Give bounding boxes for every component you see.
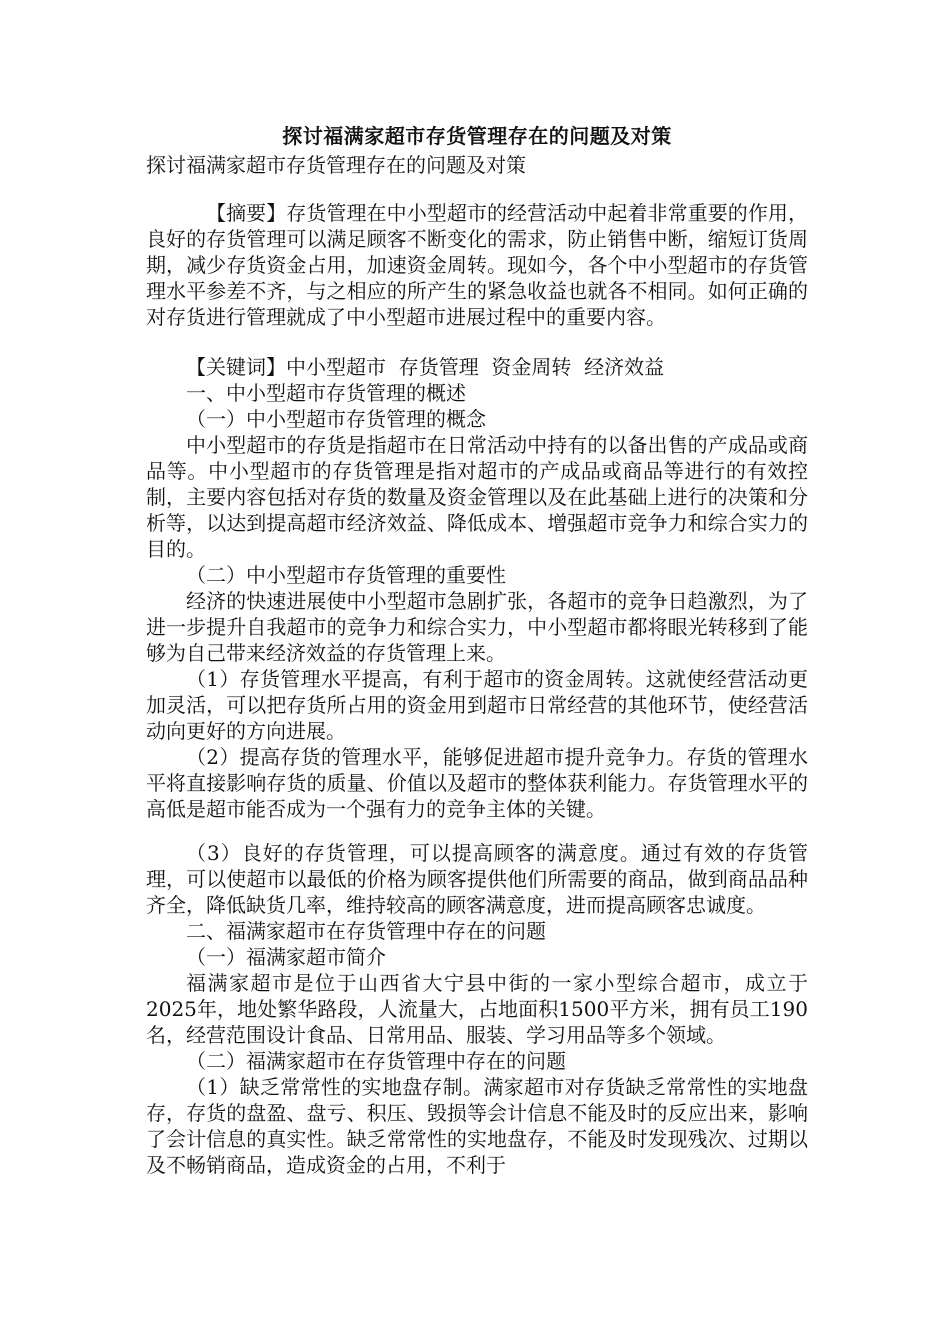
body-paragraph-2-1: 福满家超市是位于山西省大宁县中街的一家小型综合超市，成立于2025年，地处繁华路段，人流量大，占地面积1500平方米，拥有员工190名，经营范围设计食品、日常用品、服装、学习用品等多个领域。	[146, 971, 808, 1047]
list-item-3: （3）良好的存货管理，可以提高顾客的满意度。通过有效的存货管理，可以使超市以最低的价格为顾客提供他们所需要的商品，做到商品品种齐全，降低缺货几率，维持较高的顾客满意度，进而提高顾客忠诚度。	[146, 841, 808, 917]
subsection-heading-2-1: （一）福满家超市简介	[186, 945, 386, 969]
section-heading-2: 二、福满家超市在存货管理中存在的问题	[186, 919, 546, 943]
list-item-2: （2）提高存货的管理水平，能够促进超市提升竞争力。存货的管理水平将直接影响存货的质量、价值以及超市的整体获利能力。存货管理水平的高低是超市能否成为一个强有力的竞争主体的关键。	[146, 745, 808, 821]
keywords-line: 【关键词】中小型超市 存货管理 资金周转 经济效益	[186, 355, 665, 379]
body-paragraph-1-1: 中小型超市的存货是指超市在日常活动中持有的以备出售的产成品或商品等。中小型超市的存货管理是指对超市的产成品或商品等进行的有效控制，主要内容包括对存货的数量及资金管理以及在此基础上进行的决策和分析等，以达到提高超市经济效益、降低成本、增强超市竞争力和综合实力的目的。	[146, 433, 808, 561]
subsection-heading-1-2: （二）中小型超市存货管理的重要性	[186, 563, 506, 587]
body-paragraph-1-2: 经济的快速进展使中小型超市急剧扩张，各超市的竞争日趋激烈，为了进一步提升自我超市的竞争力和综合实力，中小型超市都将眼光转移到了能够为自己带来经济效益的存货管理上来。	[146, 589, 808, 665]
section-heading-1: 一、中小型超市存货管理的概述	[186, 381, 466, 405]
list-item-1: （1）存货管理水平提高，有利于超市的资金周转。这就使经营活动更加灵活，可以把存货所占用的资金用到超市日常经营的其他环节，使经营活动向更好的方向进展。	[146, 667, 808, 743]
document-page	[146, 122, 808, 1178]
document-title: 探讨福满家超市存货管理存在的问题及对策	[282, 124, 672, 148]
subsection-heading-1-1: （一）中小型超市存货管理的概念	[186, 407, 486, 431]
list-item-2-1: （1）缺乏常常性的实地盘存制。满家超市对存货缺乏常常性的实地盘存，存货的盘盈、盘亏、积压、毁损等会计信息不能及时的反应出来，影响了会计信息的真实性。缺乏常常性的实地盘存，不能及时发现残次、过期以及不畅销商品，造成资金的占用，不利于	[146, 1075, 808, 1177]
document-subtitle: 探讨福满家超市存货管理存在的问题及对策	[146, 153, 526, 177]
abstract-paragraph: 【摘要】存货管理在中小型超市的经营活动中起着非常重要的作用，良好的存货管理可以满足顾客不断变化的需求，防止销售中断，缩短订货周期，减少存货资金占用，加速资金周转。现如今，各个中小型超市的存货管理水平参差不齐，与之相应的所产生的紧急收益也就各不相同。如何正确的对存货进行管理就成了中小型超市进展过程中的重要内容。	[146, 201, 808, 329]
subsection-heading-2-2: （二）福满家超市在存货管理中存在的问题	[186, 1049, 566, 1073]
